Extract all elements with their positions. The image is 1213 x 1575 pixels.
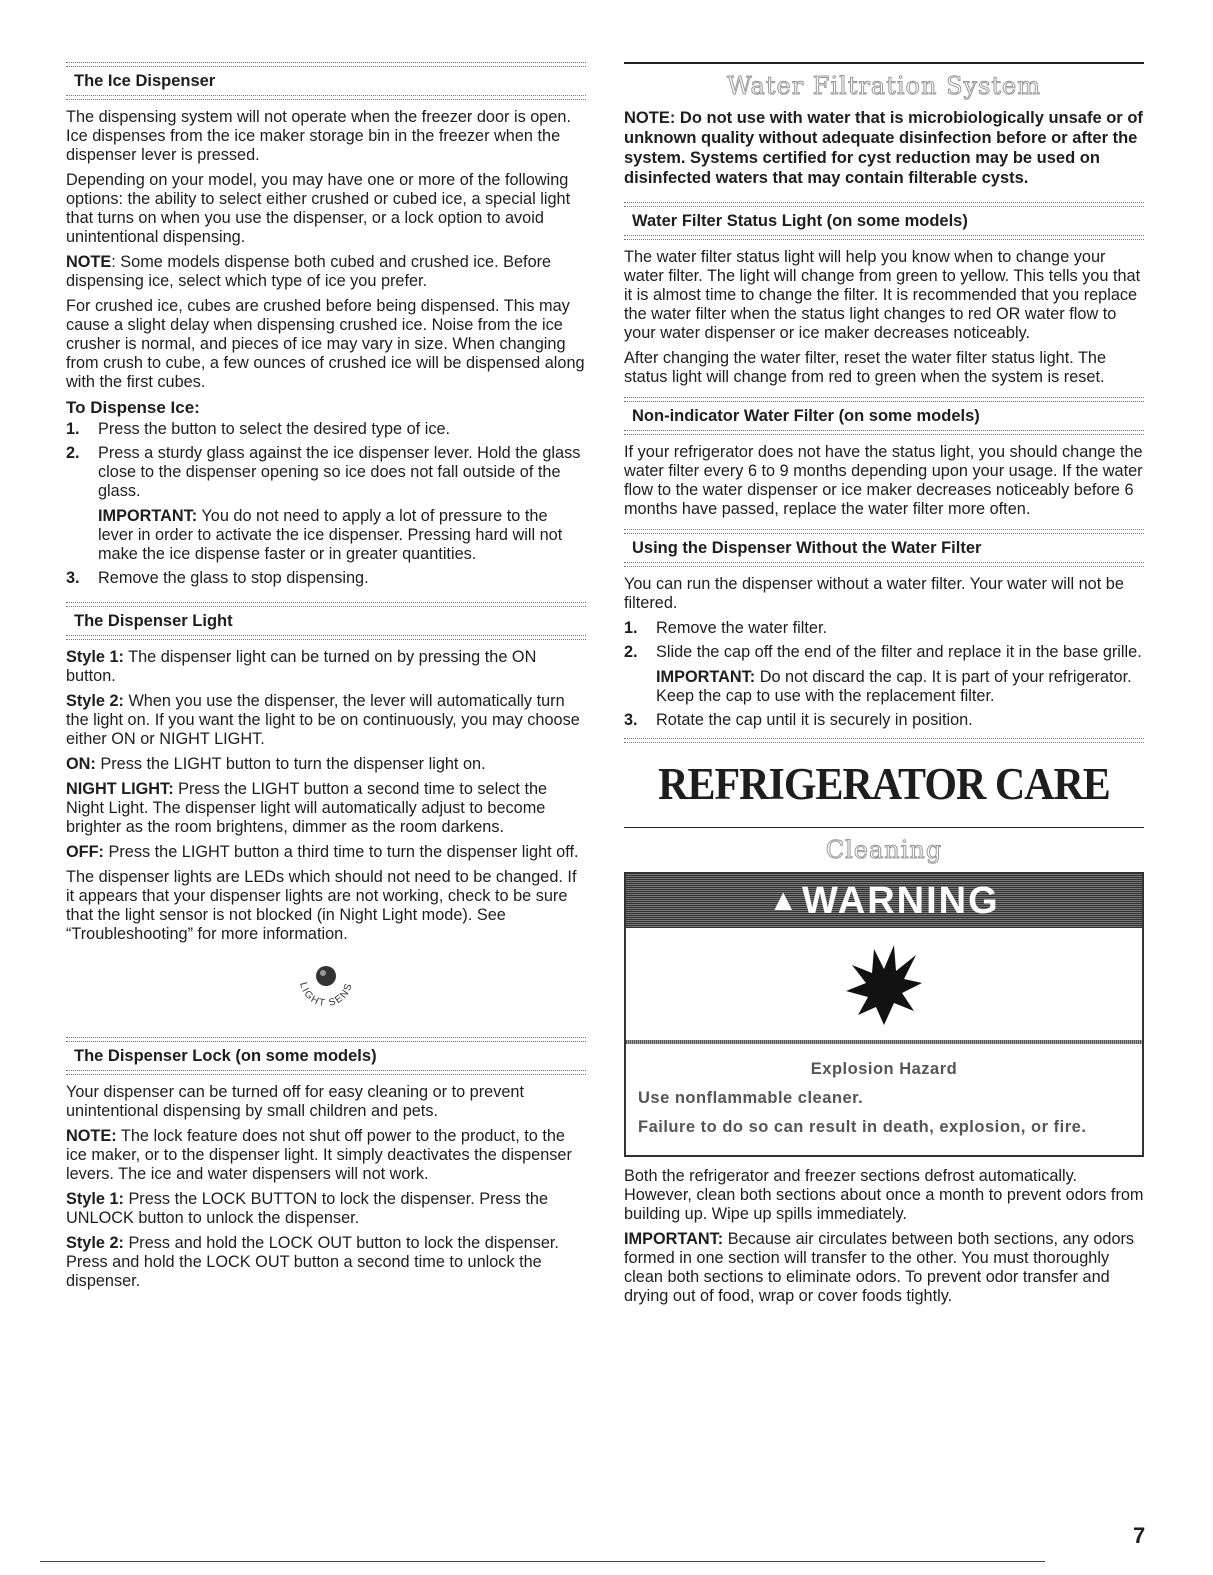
list-item <box>66 420 586 439</box>
explosion-icon <box>844 941 924 1027</box>
right-column <box>624 62 1144 1312</box>
important-text: Because air circulates between both sections, any odors formed in one section will transfer to the other. You must thoroughly clean both sections to eliminate odors. To prevent odor transfer and drying out of food, wrap or cover foods tightly. <box>624 1230 1135 1305</box>
dispenser-light-section <box>66 602 586 640</box>
important-label: IMPORTANT: <box>656 668 756 686</box>
note-paragraph <box>66 253 586 291</box>
section-title: Water Filter Status Light (on some models) <box>632 212 968 230</box>
style-label: Style 2: <box>66 1234 124 1252</box>
section-rule <box>66 1070 586 1075</box>
explosion-figure <box>626 928 1142 1040</box>
top-rule <box>624 62 1144 64</box>
style-text: Press the LOCK BUTTON to lock the dispenser. Press the UNLOCK button to unlock the dispenser. <box>66 1190 549 1227</box>
list-item <box>624 711 1144 730</box>
footer-rule <box>40 1561 1045 1562</box>
style-label: Style 1: <box>66 1190 124 1208</box>
paragraph: After changing the water filter, reset the water filter status light. The status light will change from red to green when the system is reset. <box>624 349 1107 386</box>
step-list <box>624 619 1144 730</box>
note-paragraph <box>66 1127 586 1184</box>
dispenser-lock-section <box>66 1037 586 1075</box>
paragraph: If your refrigerator does not have the status light, you should change the water filter every 6 to 9 months depending upon your usage. If the water flow to the water dispenser or ice maker decreases noticeably before 6 months have passed, replace the water filter more often. <box>624 443 1143 518</box>
section-rule <box>66 95 586 100</box>
cleaning-title: Cleaning <box>825 836 943 864</box>
off-paragraph <box>66 843 586 862</box>
style2-paragraph <box>66 1234 586 1291</box>
step-text: Remove the water filter. <box>656 619 828 637</box>
style-text: The dispenser light can be turned on by pressing the ON button. <box>66 648 537 685</box>
light-sensor-figure <box>66 958 586 1019</box>
warning-text <box>626 1044 1142 1155</box>
important-text: You do not need to apply a lot of pressure to the lever in order to activate the ice dispenser. Pressing hard will not make the ice dispense faster or in greater quantities. <box>98 507 563 563</box>
heading-rule <box>624 827 1144 828</box>
paragraph: Depending on your model, you may have one or more of the following options: the ability to select either crushed or cubed ice, a special light that turns on when you use the dispenser, or a lock option to avoid unintentional dispensing. <box>66 171 571 246</box>
important-label: IMPORTANT: <box>624 1230 724 1248</box>
list-item <box>624 643 1144 706</box>
paragraph: The water filter status light will help you know when to change your water filter. The light will change from green to yellow. This tells you that it is almost time to change the filter. It is recommended that you replace the water filter when the status light changes to red OR water flow to your water dispenser or ice maker decreases noticeably. <box>624 248 1141 342</box>
important-paragraph <box>656 668 1144 706</box>
warning-box <box>624 872 1144 1157</box>
on-text: Press the LIGHT button to turn the dispenser light on. <box>95 755 486 773</box>
paragraph: The dispensing system will not operate when the freezer door is open. Ice dispenses from the ice maker storage bin in the freezer when the dispenser lever is pressed. <box>66 108 571 164</box>
step-text: Remove the glass to stop dispensing. <box>98 569 369 587</box>
ice-dispenser-section <box>66 62 586 100</box>
important-label: IMPORTANT: <box>98 507 198 525</box>
note-label: NOTE: <box>66 1127 117 1145</box>
section-title: The Ice Dispenser <box>74 72 216 90</box>
refrigerator-care-heading: REFRIGERATOR CARE <box>658 760 1110 810</box>
night-light-paragraph <box>66 780 586 837</box>
style-label: Style 1: <box>66 648 124 666</box>
paragraph: For crushed ice, cubes are crushed before being dispensed. This may cause a slight delay when dispensing crushed ice. Noise from the ice crusher is normal, and pieces of ice may vary in size. When changing from crush to cube, a few ounces of crushed ice will be dispensed along with the first cubes. <box>66 297 585 391</box>
style-label: Style 2: <box>66 692 124 710</box>
step-number: 3. <box>66 569 80 587</box>
status-light-section <box>624 202 1144 240</box>
on-paragraph <box>66 755 586 774</box>
section-rule <box>624 430 1144 435</box>
step-text: Rotate the cap until it is securely in position. <box>656 711 973 729</box>
paragraph: Both the refrigerator and freezer sections defrost automatically. However, clean both sections about once a month to prevent odors from building up. Wipe up spills immediately. <box>624 1167 1144 1223</box>
note-text: : Some models dispense both cubed and crushed ice. Before dispensing ice, select which type of ice you prefer. <box>66 253 552 290</box>
warning-banner <box>626 874 1142 928</box>
left-column <box>66 62 586 1297</box>
warning-word: WARNING <box>802 879 1000 922</box>
without-filter-section <box>624 529 1144 567</box>
step-number: 2. <box>66 444 80 462</box>
off-label: OFF: <box>66 843 104 861</box>
section-rule <box>66 635 586 640</box>
night-light-text: Press the LIGHT button a second time to select the Night Light. The dispenser light will automatically adjust to become brighter as the room brightens, dimmer as the room darkens. <box>66 780 548 836</box>
style-text: When you use the dispenser, the lever will automatically turn the light on. If you want the light to be on continuously, you may choose either ON or NIGHT LIGHT. <box>66 692 580 748</box>
step-list <box>66 420 586 588</box>
step-number: 1. <box>624 619 638 637</box>
important-paragraph <box>624 1230 1144 1306</box>
step-number: 1. <box>66 420 80 438</box>
sensor-label: LIGHT SENS <box>297 981 355 1010</box>
light-sensor-icon <box>286 958 366 1014</box>
style2-paragraph <box>66 692 586 749</box>
list-item <box>66 444 586 564</box>
subheading: To Dispense Ice: <box>66 398 200 417</box>
warning-triangle-icon: ▲ <box>768 884 799 917</box>
hazard-title: Explosion Hazard <box>810 1060 958 1078</box>
list-item <box>624 619 1144 638</box>
section-title: Using the Dispenser Without the Water Filter <box>632 539 982 557</box>
section-title: Non-indicator Water Filter (on some models) <box>632 407 980 425</box>
note-label: NOTE <box>66 253 112 271</box>
night-light-label: NIGHT LIGHT: <box>66 780 174 798</box>
section-rule <box>624 235 1144 240</box>
step-number: 3. <box>624 711 638 729</box>
important-text: Do not discard the cap. It is part of your refrigerator. Keep the cap to use with the replacement filter. <box>656 668 1132 705</box>
on-label: ON: <box>66 755 96 773</box>
paragraph: The dispenser lights are LEDs which should not need to be changed. If it appears that your dispenser lights are not working, check to be sure that the light sensor is not blocked (in Night Light mode). See “Troubleshooting” for more information. <box>66 868 577 943</box>
paragraph: Your dispenser can be turned off for easy cleaning or to prevent unintentional dispensing by small children and pets. <box>66 1083 524 1120</box>
section-title: The Dispenser Light <box>74 612 233 630</box>
style-text: Press and hold the LOCK OUT button to lock the dispenser. Press and hold the LOCK OUT button a second time to unlock the dispenser. <box>66 1234 559 1290</box>
style1-paragraph <box>66 648 586 686</box>
section-rule <box>624 738 1144 743</box>
step-number: 2. <box>624 643 638 661</box>
filtration-note: NOTE: Do not use with water that is microbiologically unsafe or of unknown quality without adequate disinfection before or after the system. Systems certified for cyst reduction may be used on disinfected waters that may contain filterable cysts. <box>624 109 1143 187</box>
important-paragraph <box>98 507 586 564</box>
note-text: The lock feature does not shut off power to the product, to the ice maker, or to the dispenser light. It simply deactivates the dispenser levers. The ice and water dispensers will not work. <box>66 1127 572 1183</box>
page-number: 7 <box>1133 1523 1146 1548</box>
warning-line: Failure to do so can result in death, explosion, or fire. <box>638 1118 1087 1136</box>
step-text: Press a sturdy glass against the ice dispenser lever. Hold the glass close to the dispenser opening so ice does not fall outside of the glass. <box>98 444 581 500</box>
section-rule <box>624 562 1144 567</box>
step-text: Slide the cap off the end of the filter and replace it in the base grille. <box>656 643 1142 661</box>
section-title: The Dispenser Lock (on some models) <box>74 1047 377 1065</box>
warning-line: Use nonflammable cleaner. <box>638 1089 864 1107</box>
off-text: Press the LIGHT button a third time to turn the dispenser light off. <box>103 843 579 861</box>
non-indicator-section <box>624 397 1144 435</box>
list-item <box>66 569 586 588</box>
paragraph: You can run the dispenser without a water filter. Your water will not be filtered. <box>624 575 1124 612</box>
step-text: Press the button to select the desired type of ice. <box>98 420 451 438</box>
style1-paragraph <box>66 1190 586 1228</box>
water-filtration-title: Water Filtration System <box>726 72 1042 100</box>
